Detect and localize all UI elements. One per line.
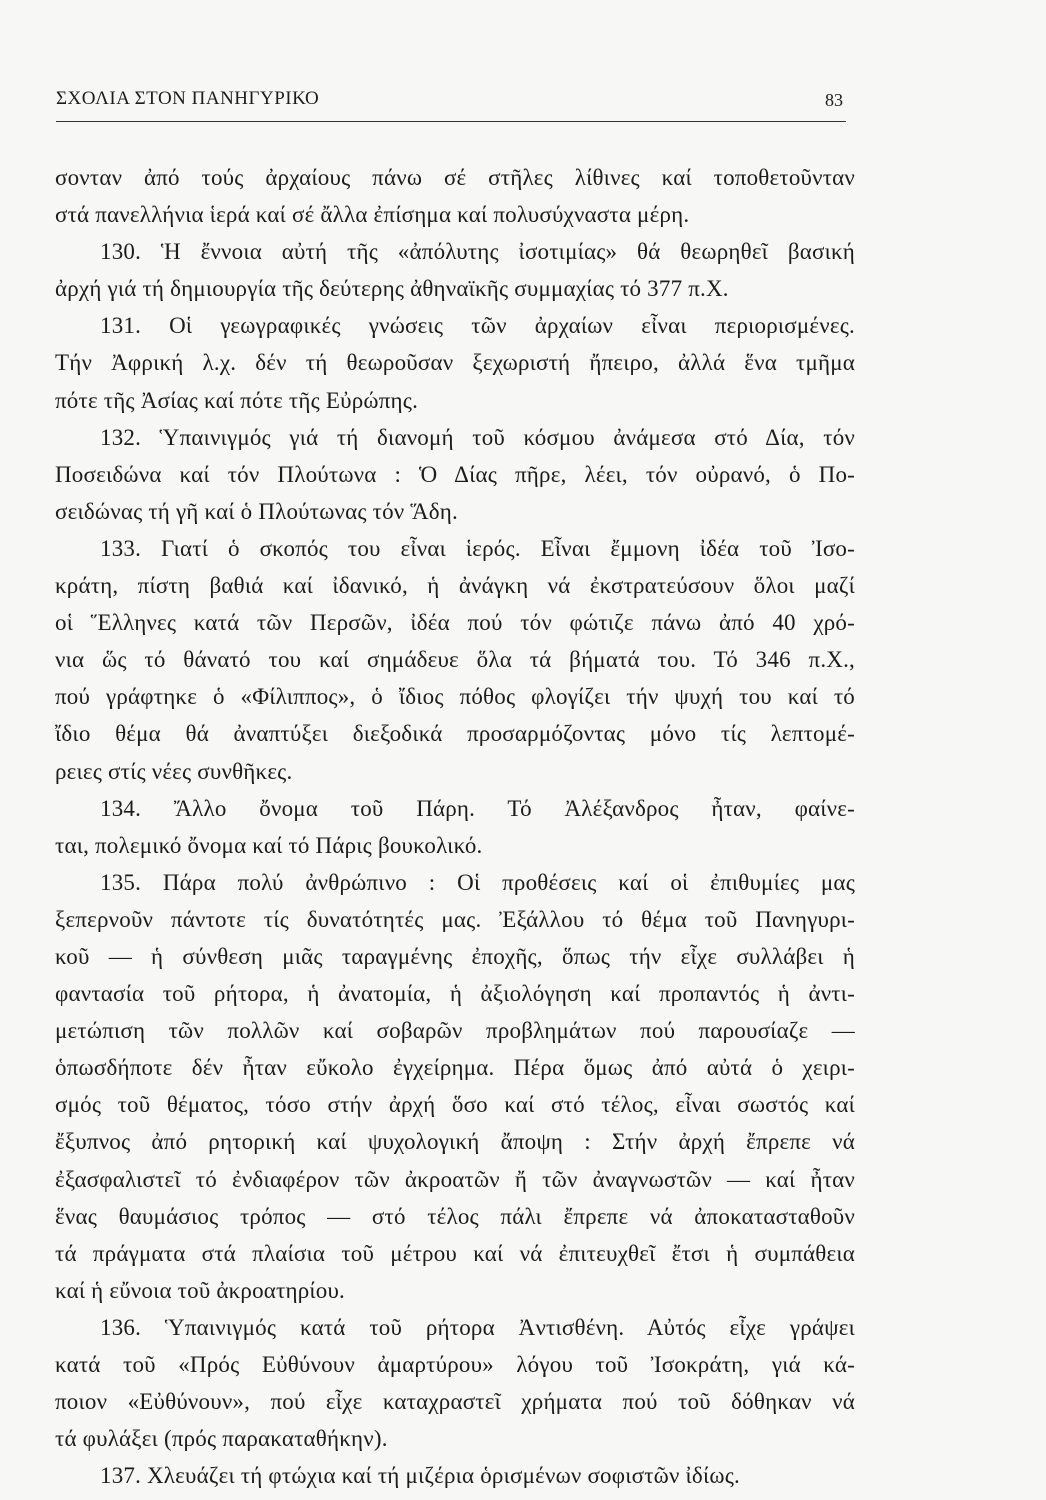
text-line: Τήν Ἀφρική λ.χ. δέν τή θεωροῦσαν ξεχωριστή ἤπειρο, ἀλλά ἕνα τμῆμα (55, 350, 855, 376)
text-line: ὁπωσδήποτε δέν ἦταν εὔκολο ἐγχείρημα. Πέρα ὅμως ἀπό αὐτά ὁ χειρι- (55, 1055, 855, 1081)
running-head (56, 88, 846, 110)
text-line: τά πράγματα στά πλαίσια τοῦ μέτρου καί νά ἐπιτευχθεῖ ἔτσι ἡ συμπάθεια (55, 1240, 855, 1266)
text-line: καί ἡ εὔνοια τοῦ ἀκροατηρίου. (55, 1277, 346, 1303)
note-first-line: 133. Γιατί ὁ σκοπός του εἶναι ἱερός. Εἶναι ἔμμονη ἰδέα τοῦ Ἰσο- (100, 535, 855, 561)
note-first-line: 130. Ἡ ἔννοια αὐτή τῆς «ἀπόλυτης ἰσοτιμίας» θά θεωρηθεῖ βασική (100, 239, 855, 265)
text-line: φαντασία τοῦ ρήτορα, ἡ ἀνατομία, ἡ ἀξιολόγηση καί προπαντός ἡ ἀντι- (55, 981, 855, 1007)
text-line: οἱ Ἕλληνες κατά τῶν Περσῶν, ἰδέα πού τόν φώτιζε πάνω ἀπό 40 χρό- (55, 610, 855, 636)
text-line: ἀρχή γιά τή δημιουργία τῆς δεύτερης ἀθηναϊκῆς συμμαχίας τό 377 π.Χ. (55, 276, 729, 302)
header-rule (56, 121, 846, 122)
text-line: ἐξασφαλιστεῖ τό ἐνδιαφέρον τῶν ἀκροατῶν ἤ τῶν ἀναγνωστῶν — καί ἦταν (55, 1166, 855, 1192)
text-line: ἴδιο θέμα θά ἀναπτύξει διεξοδικά προσαρμόζοντας μόνο τίς λεπτομέ- (55, 721, 855, 747)
text-line: στά πανελλήνια ἱερά καί σέ ἄλλα ἐπίσημα καί πολυσύχναστα μέρη. (55, 202, 690, 228)
note-first-line: 137. Χλευάζει τή φτώχια καί τή μιζέρια ὁρισμένων σοφιστῶν ἰδίως. (100, 1463, 740, 1489)
commentary-text (55, 159, 855, 1494)
text-line: σμός τοῦ θέματος, τόσο στήν ἀρχή ὅσο καί στό τέλος, εἶναι σωστός καί (55, 1092, 855, 1118)
text-line: μετώπιση τῶν πολλῶν καί σοβαρῶν προβλημάτων πού παρουσίαζε — (55, 1018, 855, 1044)
text-line: ρειες στίς νέες συνθῆκες. (55, 758, 293, 784)
note-first-line: 134. Ἄλλο ὄνομα τοῦ Πάρη. Τό Ἀλέξανδρος ἦταν, φαίνε- (100, 795, 855, 821)
text-line: ποιον «Εὐθύνουν», πού εἶχε καταχραστεῖ χρήματα πού τοῦ δόθηκαν νά (55, 1389, 855, 1415)
text-line: ἔξυπνος ἀπό ρητορική καί ψυχολογική ἄποψη : Στήν ἀρχή ἔπρεπε νά (55, 1129, 855, 1155)
text-line: ται, πολεμικό ὄνομα καί τό Πάρις βουκολικό. (55, 832, 483, 858)
text-line: ἕνας θαυμάσιος τρόπος — στό τέλος πάλι ἔπρεπε νά ἀποκατασταθοῦν (55, 1203, 855, 1229)
text-line: τά φυλάξει (πρός παρακαταθήκην). (55, 1426, 388, 1452)
note-first-line: 132. Ὑπαινιγμός γιά τή διανομή τοῦ κόσμου ἀνάμεσα στό Δία, τόν (100, 424, 855, 450)
running-title: ΣΧΟΛΙΑ ΣΤΟΝ ΠΑΝΗΓΥΡΙΚΟ (56, 88, 320, 109)
note-first-line: 135. Πάρα πολύ ἀνθρώπινο : Οἱ προθέσεις καί οἱ ἐπιθυμίες μας (100, 869, 855, 895)
page-number: 83 (825, 90, 843, 110)
text-line: κοῦ — ἡ σύνθεση μιᾶς ταραγμένης ἐποχῆς, ὅπως τήν εἶχε συλλάβει ἡ (55, 943, 855, 969)
note-first-line: 136. Ὑπαινιγμός κατά τοῦ ρήτορα Ἀντισθένη. Αὐτός εἶχε γράψει (100, 1314, 855, 1340)
text-line: κατά τοῦ «Πρός Εὐθύνουν ἀμαρτύρου» λόγου τοῦ Ἰσοκράτη, γιά κά- (55, 1352, 855, 1377)
text-line: Ποσειδώνα καί τόν Πλούτωνα : Ὁ Δίας πῆρε, λέει, τόν οὐρανό, ὁ Πο- (55, 461, 855, 487)
text-line: ξεπερνοῦν πάντοτε τίς δυνατότητές μας. Ἐξάλλου τό θέμα τοῦ Πανηγυρι- (55, 906, 855, 932)
text-line: πού γράφτηκε ὁ «Φίλιππος», ὁ ἴδιος πόθος φλογίζει τήν ψυχή του καί τό (55, 684, 855, 710)
text-line: σειδώνας τή γῆ καί ὁ Πλούτωνας τόν Ἅδη. (55, 498, 458, 524)
note-first-line: 131. Οἱ γεωγραφικές γνώσεις τῶν ἀρχαίων εἶναι περιορισμένες. (100, 313, 855, 339)
text-line: κράτη, πίστη βαθιά καί ἰδανικό, ἡ ἀνάγκη νά ἐκστρατεύσουν ὅλοι μαζί (55, 573, 855, 599)
text-line: σονταν ἀπό τούς ἀρχαίους πάνω σέ στῆλες λίθινες καί τοποθετοῦνταν (55, 165, 855, 190)
text-line: πότε τῆς Ἀσίας καί πότε τῆς Εὐρώπης. (55, 387, 419, 413)
text-line: νια ὥς τό θάνατό του καί σημάδευε ὅλα τά βήματά του. Τό 346 π.Χ., (55, 647, 855, 673)
